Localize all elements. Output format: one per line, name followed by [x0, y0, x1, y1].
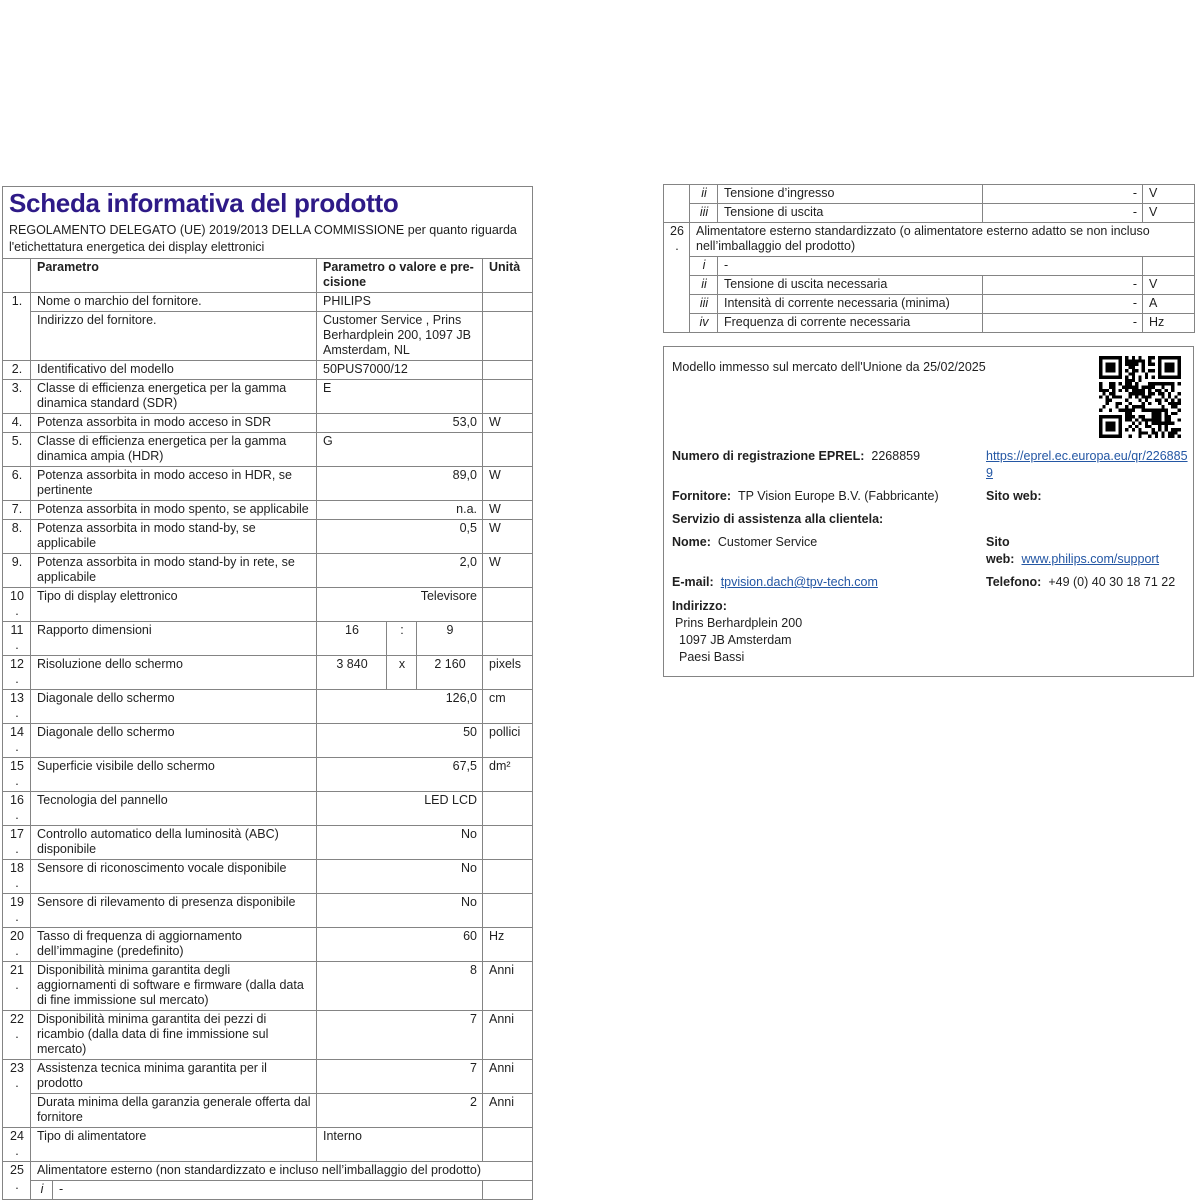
row-number: 15. — [3, 758, 31, 792]
parameter-value: - — [718, 257, 1143, 276]
nome-value: Customer Service — [717, 535, 818, 549]
email-row — [672, 574, 1184, 591]
table-row — [3, 690, 533, 724]
parameter-value: - — [983, 276, 1143, 295]
row-number: 6. — [3, 467, 31, 501]
address-line: Prins Berhardplein 200 — [675, 616, 803, 630]
parameter-value: PHILIPS — [317, 293, 483, 312]
parameter-label: Potenza assorbita in modo spento, se applicabile — [31, 501, 317, 520]
unit-cell — [483, 588, 533, 622]
model-market-date: Modello immesso sul mercato dell'Unione da 25/02/2025 — [672, 360, 986, 374]
table-row — [3, 1060, 533, 1094]
parameter-label: Potenza assorbita in modo acceso in SDR — [31, 414, 317, 433]
value-part: 16 — [317, 622, 387, 656]
nome-label: Nome: — [672, 535, 711, 549]
parameter-value: - — [983, 314, 1143, 333]
fornitore-value: TP Vision Europe B.V. (Fabbricante) — [738, 489, 939, 503]
parameter-value: No — [317, 894, 483, 928]
parameter-value: - — [983, 185, 1143, 204]
row-number: 4. — [3, 414, 31, 433]
unit-cell: dm² — [483, 758, 533, 792]
table-row — [664, 185, 1195, 204]
parameter-value: No — [317, 826, 483, 860]
parameter-value: - — [53, 1181, 483, 1200]
parameter-value: 7 — [317, 1011, 483, 1060]
unit-cell — [483, 622, 533, 656]
parameter-label: Assistenza tecnica minima garantita per il prodotto — [31, 1060, 317, 1094]
parameter-value: 0,5 — [317, 520, 483, 554]
table-row — [3, 656, 533, 690]
parameter-value: 2,0 — [317, 554, 483, 588]
unit-cell — [483, 1128, 533, 1162]
service-heading-row — [672, 511, 1184, 528]
row-number: 9. — [3, 554, 31, 588]
parameter-label: Superficie visibile dello schermo — [31, 758, 317, 792]
sito-web-label: Sito web: — [986, 489, 1042, 503]
parameter-label: Tipo di alimentatore — [31, 1128, 317, 1162]
name-row — [672, 534, 1184, 568]
supplier-row — [672, 488, 1184, 505]
table-row — [3, 467, 533, 501]
parameter-label: Tensione di uscita necessaria — [718, 276, 983, 295]
table-row — [3, 928, 533, 962]
support-site-link[interactable]: www.philips.com/support — [1021, 552, 1160, 566]
parameter-label: Rapporto dimensioni — [31, 622, 317, 656]
value-part: 9 — [417, 622, 483, 656]
parameter-label: Nome o marchio del fornitore. — [31, 293, 317, 312]
parameter-label: Tensione di uscita — [718, 204, 983, 223]
table-row — [3, 622, 533, 656]
row-number: 17. — [3, 826, 31, 860]
header-valore: Parametro o valore e precisione — [317, 259, 483, 293]
parameter-label: Classe di efficienza energetica per la gamma dinamica ampia (HDR) — [31, 433, 317, 467]
unit-cell — [483, 361, 533, 380]
parameter-label: Sensore di rilevamento di presenza disponibile — [31, 894, 317, 928]
address-line: Paesi Bassi — [679, 650, 745, 664]
sito-web2-label: Sito web: — [986, 535, 1015, 566]
row-number: 20. — [3, 928, 31, 962]
unit-cell — [483, 380, 533, 414]
parameter-label-full: Alimentatore esterno (non standardizzato e incluso nell’imballaggio del prodotto) — [31, 1162, 533, 1181]
parameter-value: LED LCD — [317, 792, 483, 826]
table-row — [3, 293, 533, 312]
table-row — [3, 894, 533, 928]
sub-index: i — [690, 257, 718, 276]
row-number: 21. — [3, 962, 31, 1011]
table-row — [3, 724, 533, 758]
unit-cell: W — [483, 467, 533, 501]
parameter-value: 50PUS7000/12 — [317, 361, 483, 380]
parameter-label: Disponibilità minima garantita dei pezzi di ricambio (dalla data di fine immissione sul mercato) — [31, 1011, 317, 1060]
address-line: 1097 JB Amsterdam — [679, 633, 792, 647]
table-row — [664, 223, 1195, 257]
parameter-label: Frequenza di corrente necessaria — [718, 314, 983, 333]
parameter-value: 7 — [317, 1060, 483, 1094]
product-sheet-table-continued — [663, 184, 1195, 333]
unit-cell — [483, 826, 533, 860]
parameter-value: 50 — [317, 724, 483, 758]
parameter-value: 53,0 — [317, 414, 483, 433]
parameter-value: Customer Service , Prins Berhardplein 200, 1097 JB Amsterdam, NL — [317, 312, 483, 361]
parameter-label: Controllo automatico della luminosità (ABC) disponibile — [31, 826, 317, 860]
parameter-label: Indirizzo del fornitore. — [31, 312, 317, 361]
parameter-label: Sensore di riconoscimento vocale disponibile — [31, 860, 317, 894]
unit-cell: V — [1143, 276, 1195, 295]
row-number: 23. — [3, 1060, 31, 1128]
table-row — [3, 361, 533, 380]
continuation-panel — [663, 184, 1194, 677]
fornitore-label: Fornitore: — [672, 489, 732, 503]
parameter-value: No — [317, 860, 483, 894]
unit-cell — [483, 860, 533, 894]
unit-cell: pixels — [483, 656, 533, 690]
value-part: 2 160 — [417, 656, 483, 690]
telefono-label: Telefono: — [986, 575, 1042, 589]
table-row — [3, 826, 533, 860]
table-row — [664, 257, 1195, 276]
table-row — [3, 860, 533, 894]
parameter-label: Potenza assorbita in modo stand-by in rete, se applicabile — [31, 554, 317, 588]
row-number: 26. — [664, 223, 690, 333]
row-number: 22. — [3, 1011, 31, 1060]
unit-cell — [483, 293, 533, 312]
row-number: 13. — [3, 690, 31, 724]
table-row — [664, 295, 1195, 314]
sub-index: ii — [690, 185, 718, 204]
header-empty-cell — [3, 259, 31, 293]
table-row — [3, 1128, 533, 1162]
sub-index: i — [31, 1181, 53, 1200]
parameter-label: Tecnologia del pannello — [31, 792, 317, 826]
table-row — [3, 588, 533, 622]
parameter-label: Durata minima della garanzia generale offerta dal fornitore — [31, 1094, 317, 1128]
email-link[interactable]: tpvision.dach@tpv-tech.com — [720, 575, 878, 589]
parameter-label: Disponibilità minima garantita degli aggiornamenti di software e firmware (dalla data di fine immissione sul mercato) — [31, 962, 317, 1011]
row-number: 18. — [3, 860, 31, 894]
value-separator: : — [387, 622, 417, 656]
table-row — [3, 1181, 533, 1200]
row-number: 25. — [3, 1162, 31, 1200]
sub-index: iii — [690, 295, 718, 314]
table-row — [664, 204, 1195, 223]
parameter-value: E — [317, 380, 483, 414]
value-separator: x — [387, 656, 417, 690]
qr-code-icon — [1099, 356, 1181, 438]
parameter-value: G — [317, 433, 483, 467]
unit-cell — [483, 312, 533, 361]
table-row — [3, 962, 533, 1011]
unit-cell — [483, 1181, 533, 1200]
sub-index: iii — [690, 204, 718, 223]
parameter-label: Classe di efficienza energetica per la gamma dinamica standard (SDR) — [31, 380, 317, 414]
unit-cell: Anni — [483, 1060, 533, 1094]
address-heading-row — [672, 598, 1184, 615]
parameter-label: Potenza assorbita in modo acceso in HDR, se pertinente — [31, 467, 317, 501]
table-row — [3, 1094, 533, 1128]
indirizzo-label: Indirizzo: — [672, 599, 727, 613]
unit-cell: Hz — [1143, 314, 1195, 333]
table-row — [664, 276, 1195, 295]
email-label: E-mail: — [672, 575, 714, 589]
product-sheet-panel — [2, 186, 532, 1200]
regulation-subtitle: REGOLAMENTO DELEGATO (UE) 2019/2013 DELLA COMMISSIONE per quanto riguarda l'etichettatura energetica dei display elettronici — [9, 223, 517, 254]
eprel-row — [672, 448, 1188, 482]
row-number: 5. — [3, 433, 31, 467]
parameter-label-full: Alimentatore esterno standardizzato (o alimentatore esterno adatto se non incluso nell’imballaggio del prodotto) — [690, 223, 1195, 257]
parameter-value: 60 — [317, 928, 483, 962]
eprel-link[interactable]: https://eprel.ec.europa.eu/qr/2268859 — [986, 449, 1188, 480]
unit-cell — [483, 792, 533, 826]
unit-cell: W — [483, 554, 533, 588]
row-number: 3. — [3, 380, 31, 414]
table-row — [3, 414, 533, 433]
eprel-number: 2268859 — [871, 449, 921, 463]
header-parametro: Parametro — [31, 259, 317, 293]
unit-cell: W — [483, 520, 533, 554]
parameter-label: Diagonale dello schermo — [31, 690, 317, 724]
parameter-label: Tasso di frequenza di aggiornamento dell’immagine (predefinito) — [31, 928, 317, 962]
row-number: 2. — [3, 361, 31, 380]
unit-cell: Anni — [483, 1094, 533, 1128]
eprel-label: Numero di registrazione EPREL: — [672, 449, 865, 463]
title-row — [3, 187, 533, 259]
unit-cell: Anni — [483, 962, 533, 1011]
parameter-label: Risoluzione dello schermo — [31, 656, 317, 690]
parameter-value: 67,5 — [317, 758, 483, 792]
unit-cell — [1143, 257, 1195, 276]
market-info-box — [663, 346, 1194, 677]
servizio-label: Servizio di assistenza alla clientela: — [672, 512, 884, 526]
table-row — [3, 312, 533, 361]
table-row — [3, 520, 533, 554]
row-number: 19. — [3, 894, 31, 928]
table-row — [3, 554, 533, 588]
table-row — [3, 758, 533, 792]
header-unita: Unità — [483, 259, 533, 293]
sub-index: iv — [690, 314, 718, 333]
row-number: 8. — [3, 520, 31, 554]
unit-cell: W — [483, 414, 533, 433]
row-number: 11. — [3, 622, 31, 656]
table-row — [664, 314, 1195, 333]
parameter-value: - — [983, 295, 1143, 314]
row-number: 10. — [3, 588, 31, 622]
unit-cell — [483, 894, 533, 928]
row-number: 7. — [3, 501, 31, 520]
parameter-label: Intensità di corrente necessaria (minima) — [718, 295, 983, 314]
parameter-label: Diagonale dello schermo — [31, 724, 317, 758]
unit-cell: A — [1143, 295, 1195, 314]
parameter-label: Potenza assorbita in modo stand-by, se applicabile — [31, 520, 317, 554]
parameter-value: 89,0 — [317, 467, 483, 501]
unit-cell: V — [1143, 185, 1195, 204]
parameter-value: n.a. — [317, 501, 483, 520]
parameter-label: Identificativo del modello — [31, 361, 317, 380]
parameter-value: 2 — [317, 1094, 483, 1128]
telefono-value: +49 (0) 40 30 18 71 22 — [1048, 575, 1176, 589]
unit-cell: V — [1143, 204, 1195, 223]
parameter-value: - — [983, 204, 1143, 223]
table-row — [3, 380, 533, 414]
page-title: Scheda informativa del prodotto — [9, 188, 399, 218]
header-row — [3, 259, 533, 293]
sub-index: ii — [690, 276, 718, 295]
unit-cell — [483, 433, 533, 467]
row-number: 12. — [3, 656, 31, 690]
row-number: 1. — [3, 293, 31, 361]
unit-cell: pollici — [483, 724, 533, 758]
product-sheet-table — [2, 186, 533, 1200]
parameter-label: Tensione d’ingresso — [718, 185, 983, 204]
table-row — [3, 501, 533, 520]
row-number: 14. — [3, 724, 31, 758]
unit-cell: W — [483, 501, 533, 520]
unit-cell: Anni — [483, 1011, 533, 1060]
parameter-value: Interno — [317, 1128, 483, 1162]
table-row — [3, 1011, 533, 1060]
row-number: 16. — [3, 792, 31, 826]
table-row — [3, 792, 533, 826]
row-number: 24. — [3, 1128, 31, 1162]
parameter-label: Tipo di display elettronico — [31, 588, 317, 622]
value-part: 3 840 — [317, 656, 387, 690]
row-number — [664, 185, 690, 223]
parameter-value: 126,0 — [317, 690, 483, 724]
parameter-value: 8 — [317, 962, 483, 1011]
table-row — [3, 1162, 533, 1181]
unit-cell: Hz — [483, 928, 533, 962]
unit-cell: cm — [483, 690, 533, 724]
parameter-value: Televisore — [317, 588, 483, 622]
table-row — [3, 433, 533, 467]
